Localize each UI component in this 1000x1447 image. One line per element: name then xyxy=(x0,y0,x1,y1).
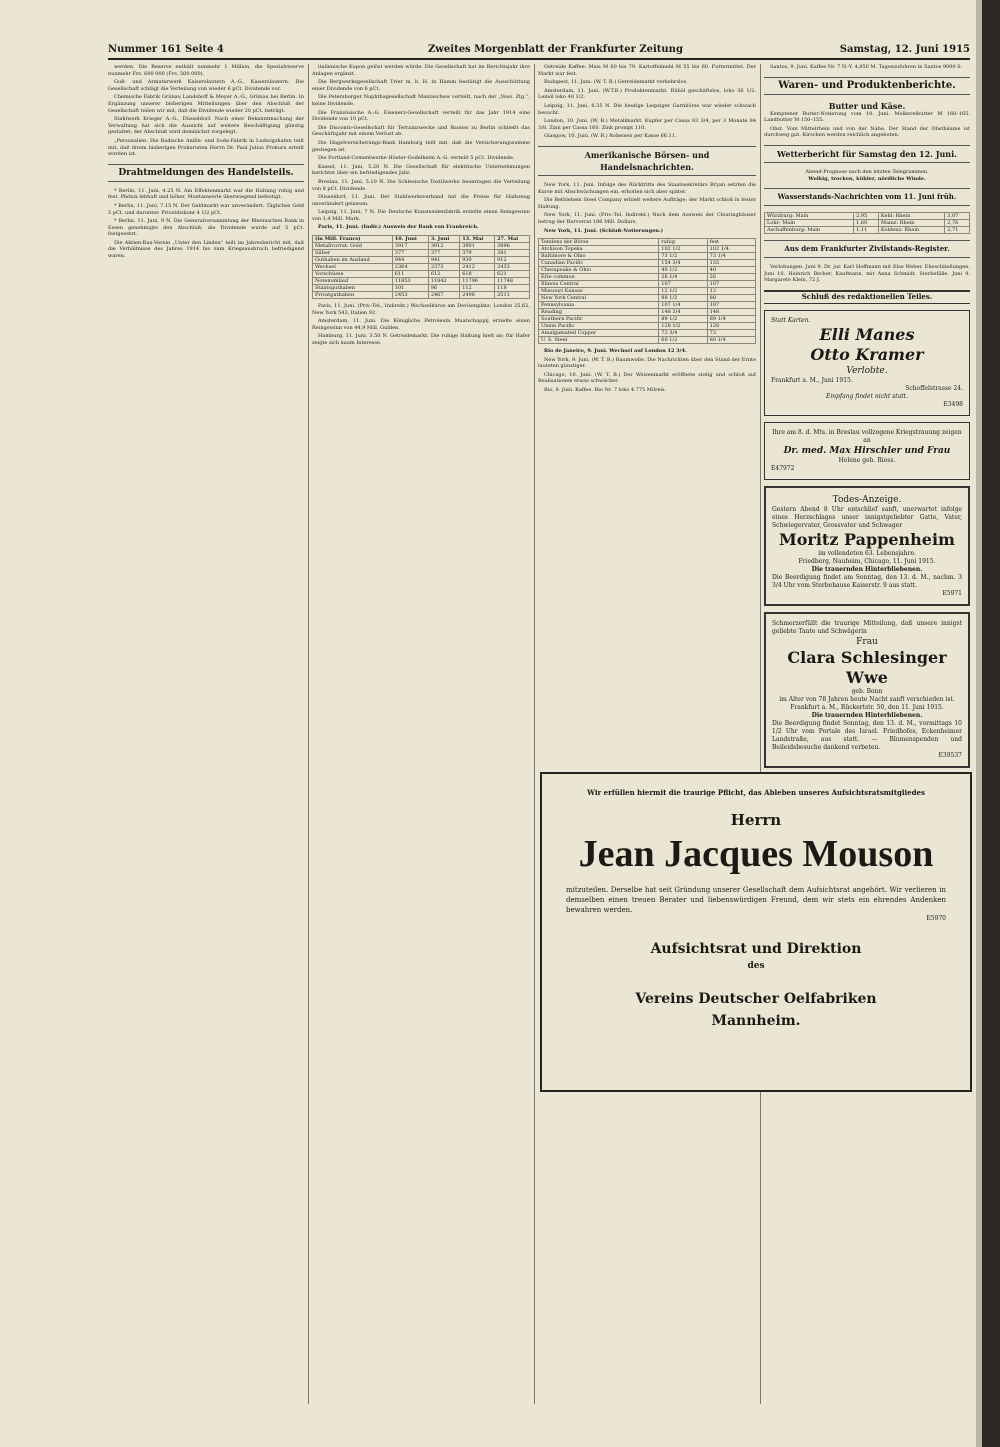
column-divider xyxy=(534,64,535,1404)
article-paragraph: London, 10. Juni. (W. B.) Metallmarkt. Kupfer per Cassa 83 3/4, per 3 Monate 84 3/8. Zinn per Cassa 160. Zink prompt 110. xyxy=(538,118,756,131)
table-cell: Guthaben im Ausland xyxy=(313,257,393,264)
table-cell: 377 xyxy=(428,250,459,257)
article-paragraph: Rio de Janeiro, 9. Juni. Wechsel auf London 12 3/4. xyxy=(544,348,687,355)
table-row xyxy=(313,257,530,264)
table-cell: Pennsylvania xyxy=(539,302,659,309)
table-cell: 3917 xyxy=(392,243,428,250)
column-3 xyxy=(538,64,756,1404)
article-paragraph: Die Hagelversicherungs-Bank Hamburg teilt mit, daß die Versicherungssumme gestiegen ist. xyxy=(312,139,530,153)
article-paragraph: New York, 11. Juni. (Priv.-Tel. Indirekt.) Nach dem Ausweis der Clearinghäuser betrug der Barvorrat 186 Mill. Dollars. xyxy=(538,212,756,225)
table-cell: 1,11 xyxy=(854,227,879,234)
column-divider xyxy=(308,64,309,1404)
notice-name: Jean Jacques Mouson xyxy=(578,833,934,875)
notice-sign: Die trauernden Hinterbliebenen. xyxy=(811,565,923,573)
notice-text: Gestern Abend 8 Uhr entschlief sanft, unerwartet infolge eines Herzschlages unser innigstgeliebter Gatte, Vater, Schwiegervater, Grossvater und Schwager xyxy=(772,505,962,529)
article-paragraph: New York, 11. Juni. Infolge des Rücktritts des Staatssekretärs Bryan setzten die Kurse mit Abschwächungen ein, erholten sich aber später. xyxy=(538,181,756,195)
table-row xyxy=(539,288,756,295)
section-title: Amerikanische Börsen- und Handelsnachrichten. xyxy=(538,146,756,176)
table-cell: 381 xyxy=(495,250,530,257)
table-cell: 73 1/2 xyxy=(659,253,707,260)
table-cell: Vorschüsse xyxy=(313,271,393,278)
table-cell: 941 xyxy=(428,257,459,264)
notice-sub: geb. Bonn xyxy=(851,687,883,695)
table-row xyxy=(539,239,756,246)
table-cell: 73 xyxy=(707,330,755,337)
notice-lead: Wir erfüllen hiermit die traurige Pflicht, das Ableben unseres Aufsichtsratsmitgliedes xyxy=(587,788,925,797)
table-cell: Amalgamated Copper xyxy=(539,330,659,337)
notice-place: Friedberg, Nauheim, Chicago, 11. Juni 1915. xyxy=(798,557,936,565)
article-paragraph: Die Aktien-Bau-Verein „Unter den Linden“ teilt im Jahresbericht mit, daß die Verhältnisse des Jahres 1914 bis zum Kriegsausbruch befriedigend waren. xyxy=(108,239,304,260)
table-cell: 112 xyxy=(460,285,495,292)
notice-sign: Aufsichtsrat und Direktion xyxy=(650,941,862,957)
section-title: Waren- und Produktenberichte. xyxy=(764,77,970,95)
table-cell: Würzburg: Main xyxy=(765,213,854,220)
table-header-cell: 3. Juni xyxy=(428,236,459,243)
article-paragraph: Paris, 11. Juni. (Priv.-Tel., Indirekt.) Wechselkurse am Devisenplatz: London 25,62, New York 543, Italien 92. xyxy=(312,303,530,316)
table-cell: Notenumlauf xyxy=(313,278,393,285)
table-cell: 96 xyxy=(428,285,459,292)
article-paragraph: Santos, 9. Juni. Kaffee Nr. 7 N.-Y. 4,850 M. Tageszufuhren in Santos 9000 S. xyxy=(770,64,963,70)
table-cell: 102 1/2 xyxy=(659,246,707,253)
table-row xyxy=(539,274,756,281)
column-4 xyxy=(764,64,970,1404)
article-paragraph: * Berlin, 11. Juni, 4.25 N. Am Effektenmarkt war die Haltung ruhig und fest. Phönix lebhaft und höher, Montanwerte überwiegend befestigt. xyxy=(108,187,304,201)
page-number: Nummer 161 Seite 4 xyxy=(108,44,224,55)
article-paragraph: Leipzig, 11. Juni, 7 N. Die Deutsche Kunstseidenfabrik erzielte einen Reingewinn von 1,4 Mill. Mark. xyxy=(312,209,530,222)
notice-code: E5971 xyxy=(942,589,962,597)
announcement-sub: Helene geb. Riess. xyxy=(838,456,896,464)
table-cell: U. S. Steel xyxy=(539,337,659,344)
column-2 xyxy=(312,64,530,1404)
table-row xyxy=(539,337,756,344)
table-row xyxy=(765,220,970,227)
page-header xyxy=(108,44,970,60)
table-header-cell: 13. Mai xyxy=(460,236,495,243)
death-notice xyxy=(764,486,970,606)
article-paragraph: Düsseldorf, 11. Juni. Der Stahlwerksverband hat die Preise für Halbzeug unverändert gelassen. xyxy=(312,194,530,207)
notice-note: Die Beerdigung findet am Sonntag, den 13. d. M., nachm. 3 3/4 Uhr vom Sterbehause Kaiserstr. 9 aus statt. xyxy=(772,573,962,589)
table-row xyxy=(539,323,756,330)
table-cell: Illinois Central xyxy=(539,281,659,288)
bank-report-title: Paris, 11. Juni. (Indir.) Ausweis der Bank von Frankreich. xyxy=(318,224,479,231)
table-cell: 107 1/4 xyxy=(659,302,707,309)
table-cell: Metallvorrat: Gold xyxy=(313,243,393,250)
notice-salutation: Herrn xyxy=(730,811,782,829)
article-paragraph: Die Bethlehem Steel Company erhielt weitere Aufträge; der Markt schloß in fester Haltung. xyxy=(538,197,756,210)
announcement-address: Schoffelstrasse 24. xyxy=(905,384,963,392)
stock-quotes-table xyxy=(538,238,756,344)
weather-subtitle: Abend-Prognose nach den letzten Telegrammen. xyxy=(805,168,929,175)
table-header-row xyxy=(313,236,530,243)
table-row xyxy=(539,295,756,302)
table-cell: 944 xyxy=(392,257,428,264)
table-cell: 2496 xyxy=(460,292,495,299)
editorial-end-note: Schluß des redaktionellen Teiles. xyxy=(764,290,970,304)
article-paragraph: werden. Die Reserve enthält nunmehr 1 Million, die Spezialreserve nunmehr Frs. 600 000 (Frs. 500 000). xyxy=(108,64,304,77)
announcement-note: Empfang findet nicht statt. xyxy=(825,392,909,400)
announcement-name: Otto Kramer xyxy=(810,344,924,364)
water-level-title: Wasserstands-Nachrichten vom 11. Juni früh. xyxy=(764,188,970,206)
table-cell: 128 1/2 xyxy=(659,323,707,330)
table-cell: fest xyxy=(707,239,755,246)
table-cell: 89 1/4 xyxy=(707,316,755,323)
article-paragraph: Rio, 9. Juni. Kaffee. Rio Nr. 7 loko 4.775 Milreis. xyxy=(544,387,667,394)
announcement-code: E3498 xyxy=(943,400,963,408)
notice-text: Schmerzerfüllt die traurige Mitteilung, daß unsere innigst geliebte Tante und Schwägerin xyxy=(772,619,962,635)
table-cell: 73 1/4 xyxy=(707,253,755,260)
article-paragraph: Breslau, 11. Juni, 5.10 N. Die Schlesische Textilwerke beantragen die Verteilung von 8 pCt. Dividende. xyxy=(312,178,530,192)
table-cell: 2,95 xyxy=(854,213,879,220)
table-cell: 11842 xyxy=(428,278,459,285)
table-cell: 40 1/2 xyxy=(659,267,707,274)
table-cell: 912 xyxy=(495,257,530,264)
table-cell: 379 xyxy=(460,250,495,257)
table-cell: 26 xyxy=(707,274,755,281)
table-row xyxy=(313,278,530,285)
announcement-name: Dr. med. Max Hirschler und Frau xyxy=(783,445,951,456)
table-row xyxy=(765,213,970,220)
table-cell: Missouri Kansas xyxy=(539,288,659,295)
weather-title: Wetterbericht für Samstag den 12. Juni. xyxy=(764,145,970,163)
notice-note: Die Beerdigung findet Sonntag, den 13. d. M., vormittags 10 1/2 Uhr vom Portale des Israel. Friedhofes, Eckenheimer Landstraße, aus statt. — Blumenspenden und Beileidsbesuche dankend verbeten. xyxy=(772,719,962,751)
table-cell: Tendenz der Börse xyxy=(539,239,659,246)
table-cell: Privatguthaben xyxy=(313,292,393,299)
mouson-death-notice xyxy=(540,772,972,1092)
table-cell: Chesapeake & Ohio xyxy=(539,267,659,274)
table-cell: Reading xyxy=(539,309,659,316)
notice-place: Frankfurt a. M., Rückertstr. 50, den 11. Juni 1915. xyxy=(790,703,944,711)
notice-name: Moritz Pappenheim xyxy=(779,529,955,549)
table-cell: Southern Pacific xyxy=(539,316,659,323)
article-paragraph: Die Disconto-Gesellschaft für Terrainzwecke und Bauten zu Berlin schließt das Geschäftsjahr mit einem Verlust ab. xyxy=(312,124,530,138)
table-cell: 148 xyxy=(707,309,755,316)
table-cell: 102 1/4 xyxy=(707,246,755,253)
table-cell: Atchison Topeka xyxy=(539,246,659,253)
table-cell: 107 xyxy=(659,281,707,288)
table-cell: 12 1/2 xyxy=(659,288,707,295)
table-cell: 2,76 xyxy=(945,220,970,227)
table-cell: 3896 xyxy=(495,243,530,250)
table-cell: 2373 xyxy=(428,264,459,271)
table-row xyxy=(765,227,970,234)
notice-text: mitzuteilen. Derselbe hat seit Gründung unserer Gesellschaft dem Aufsichtsrat angehört. Wir verlieren in demselben einen treuen Berater und liebenswürdigen Freund, dem wir stets ein ehrendes Andenken bewahren werden. xyxy=(566,886,946,914)
table-cell: 11796 xyxy=(460,278,495,285)
article-paragraph: Verlobungen. Juni 9. Dr. jur. Karl Hoffmann mit Else Weber. Eheschließungen. Juni 10. Heinrich Becker, Kaufmann, mit Anna Schmidt. Sterbefälle. Juni 9. Margarete Klein, 72 J. xyxy=(764,264,970,284)
article-paragraph: Amsterdam, 11. Juni. (W.T.B.) Produktenmarkt. Rüböl geschäftslos, loko 36 1/2. Leinöl loko 48 1/2. xyxy=(538,87,756,101)
article-paragraph: Hamburg, 11. Juni, 3.50 N. Getreidemarkt. Die ruhige Haltung hielt an; für Hafer zeigte sich kaum Interesse. xyxy=(312,333,530,347)
table-cell: 107 xyxy=(707,302,755,309)
table-cell: Koblenz: Rhein xyxy=(878,227,944,234)
notice-sign: Mannheim. xyxy=(711,1013,801,1029)
table-cell: Union Pacific xyxy=(539,323,659,330)
article-paragraph: Chemische Fabrik Grünau Landshoff & Meyer A.-G., Grünau bei Berlin. In Ergänzung unserer bisherigen Mitteilungen über den Abschluß der Gesellschaft teilen wir mit, daß die Dividende wieder 20 pCt. beträgt. xyxy=(108,94,304,114)
bank-report-table xyxy=(312,235,530,299)
table-row xyxy=(539,330,756,337)
article-paragraph: Die Portland-Cementwerke Höxter-Godelheim A.-G. verteilt 5 pCt. Dividende. xyxy=(318,155,515,162)
wedding-announcement xyxy=(764,422,970,480)
table-cell: 2433 xyxy=(495,264,530,271)
table-cell: 101 xyxy=(392,285,428,292)
announcement-place: Frankfurt a. M., Juni 1915. xyxy=(771,376,853,384)
table-cell: Wechsel xyxy=(313,264,393,271)
newspaper-title: Zweites Morgenblatt der Frankfurter Zeitung xyxy=(428,44,683,55)
article-paragraph: Die Bergwerksgesellschaft Trier m. b. H. in Hamm bestätigt die Ausschüttung einer Dividende von 6 pCt. xyxy=(312,79,530,92)
subsection-title: Butter und Käse. xyxy=(828,100,906,111)
article-paragraph: Chicago, 10. Juni. (W. T. B.) Der Weizenmarkt eröffnete stetig und schloß auf Realisationen etwas schwächer. xyxy=(538,371,756,385)
table-cell: 2467 xyxy=(428,292,459,299)
table-header-cell: (in Mill. Francs) xyxy=(313,236,393,243)
article-paragraph: New York, 9. Juni. (W. T. B.) Baumwolle. Die Nachrichten über den Stand der Ernte lauteten günstiger. xyxy=(538,356,756,370)
table-cell: 107 xyxy=(707,281,755,288)
table-header-cell: 10. Juni xyxy=(392,236,428,243)
notice-sign: Vereins Deutscher Oelfabriken xyxy=(635,991,877,1007)
article-paragraph: Obst. Vom Mittelrhein und von der Nahe. Der Stand der Obstbäume ist durchweg gut. Kirschen werden reichlich angeboten. xyxy=(764,125,970,139)
article-paragraph: Budapest, 11. Juni. (W. T. B.) Getreidemarkt verkehrslos. xyxy=(544,79,688,86)
table-cell: Mainz: Rhein xyxy=(878,220,944,227)
table-row xyxy=(539,316,756,323)
table-row xyxy=(539,281,756,288)
table-cell: Lohr: Main xyxy=(765,220,854,227)
table-cell: 11853 xyxy=(392,278,428,285)
article-paragraph: Kassel, 11. Juni, 5.20 N. Die Gesellschaft für elektrische Unternehmungen berichtet über ein befriedigendes Jahr. xyxy=(312,163,530,177)
table-cell: Silber xyxy=(313,250,393,257)
announcement-word: Verlobte. xyxy=(846,365,888,376)
table-row xyxy=(539,253,756,260)
table-cell: New York Central xyxy=(539,295,659,302)
article-paragraph: Stahlwerk Krieger A.-G., Düsseldorf. Nach einer Bekanntmachung der Verwaltung hat sich die Aussicht auf weitere Beschäftigung günstig gestaltet; der Abschluß wird demnächst vorgelegt. xyxy=(108,116,304,136)
notice-age: im Alter von 78 Jahren heute Nacht sanft verschieden ist. xyxy=(779,695,955,703)
death-notice xyxy=(764,612,970,768)
register-title: Aus dem Frankfurter Zivilstands-Register. xyxy=(764,240,970,258)
table-cell: 118 xyxy=(495,285,530,292)
article-paragraph: „Personalien. Die Badische Anilin- und Soda-Fabrik in Ludwigshafen teilt mit, daß ihrem bisherigen Prokuristen Herrn Dr. Paul Julius Prokura erteilt worden ist. xyxy=(108,137,304,158)
table-cell: 2511 xyxy=(495,292,530,299)
column-1 xyxy=(108,64,304,1404)
table-row xyxy=(313,292,530,299)
table-cell: Kehl: Rhein xyxy=(878,213,944,220)
table-row xyxy=(539,260,756,267)
table-row xyxy=(313,250,530,257)
announcement-code: E47972 xyxy=(771,464,795,472)
section-title: Drahtmeldungen des Handelsteils. xyxy=(108,164,304,182)
notice-code: E39537 xyxy=(938,751,962,759)
table-row xyxy=(313,285,530,292)
table-cell: Canadian Pacific xyxy=(539,260,659,267)
table-cell: Aschaffenburg: Main xyxy=(765,227,854,234)
engagement-announcement xyxy=(764,310,970,416)
table-row xyxy=(539,302,756,309)
table-cell: Staatsguthaben xyxy=(313,285,393,292)
table-cell: 88 1/2 xyxy=(659,295,707,302)
announcement-pretext: Ihre am 8. d. Mts. in Breslau vollzogene Kriegstrauung zeigen an xyxy=(772,428,962,444)
table-cell: 12 xyxy=(707,288,755,295)
quotes-title: New York, 11. Juni. (Schluß-Notierungen.) xyxy=(544,227,663,234)
announcement-name: Elli Manes xyxy=(819,324,915,344)
table-cell: 148 3/4 xyxy=(659,309,707,316)
article-paragraph: * Berlin, 11. Juni, 7.15 N. Der Geldmarkt war unverändert. Tägliches Geld 5 pCt. und darunter. Privatdiskont 4 1/2 pCt. xyxy=(108,202,304,216)
article-paragraph: Amsterdam, 11. Juni. Die Königliche Petroleum Maatschappij erzielte einen Reingewinn von 44,9 Mill. Gulden. xyxy=(312,318,530,331)
article-paragraph: italienische Kupon gelöst werden würde. Die Gesellschaft hat im Berichtsjahr ihre Anlagen ergänzt. xyxy=(312,64,530,77)
table-row xyxy=(539,246,756,253)
table-cell: 377 xyxy=(392,250,428,257)
article-paragraph: * Berlin, 11. Juni, 9 N. Die Generalversammlung der Rheinischen Bank in Essen genehmigte den Abschluß; die Dividende wurde auf 5 pCt. festgesetzt. xyxy=(108,218,304,238)
notice-code: E5970 xyxy=(926,915,946,922)
table-cell: 60 1/2 xyxy=(659,337,707,344)
page-date: Samstag, 12. Juni 1915 xyxy=(839,44,970,55)
article-paragraph: Die Petersburger Naphthagesellschaft Mantaschew verteilt, nach der „Voss. Ztg.“, keine Dividende. xyxy=(312,94,530,107)
table-cell: 11748 xyxy=(495,278,530,285)
table-cell: Erie common xyxy=(539,274,659,281)
article-paragraph: Getreide Kaffee: Mais M 80 bis 79. Kartoffelmehl M 55 bis 60. Futtermittel. Der Markt war fest. xyxy=(538,64,756,77)
table-row xyxy=(313,264,530,271)
table-cell: 155 xyxy=(707,260,755,267)
table-cell: 60 1/4 xyxy=(707,337,755,344)
announcement-pretext: Statt Karten. xyxy=(771,316,811,324)
table-cell: 3,07 xyxy=(945,213,970,220)
table-cell: 26 1/4 xyxy=(659,274,707,281)
table-cell: 611 xyxy=(392,271,428,278)
table-cell: 618 xyxy=(460,271,495,278)
table-cell: 2412 xyxy=(460,264,495,271)
table-cell: 89 1/2 xyxy=(659,316,707,323)
notice-name: Clara Schlesinger Wwe xyxy=(787,647,947,687)
article-paragraph: Die Französische A.-G. Eisenerz-Gesellschaft verteilt für das Jahr 1914 eine Dividende von 10 pCt. xyxy=(312,109,530,123)
table-cell: 2,71 xyxy=(945,227,970,234)
column-divider xyxy=(760,64,761,1404)
article-paragraph: Glasgow, 10. Juni. (W. B.) Roheisen per Kasse 66.11. xyxy=(544,133,677,140)
notice-age: im vollendeten 63. Lebensjahre. xyxy=(818,549,916,557)
table-row xyxy=(539,267,756,274)
table-cell: 40 xyxy=(707,267,755,274)
article-paragraph: Leipzig, 11. Juni, 6.35 N. Die heutige Leipziger Garnbörse war wieder schwach besucht. xyxy=(538,102,756,116)
table-cell: 128 xyxy=(707,323,755,330)
table-cell: 3912 xyxy=(428,243,459,250)
book-spine xyxy=(982,0,1000,1447)
weather-forecast: Wolkig, trocken, kühler, nördliche Winde. xyxy=(808,175,926,182)
water-level-table xyxy=(764,212,970,234)
notice-sign: des xyxy=(747,961,765,971)
table-cell: 1,60 xyxy=(854,220,879,227)
table-cell: 621 xyxy=(495,271,530,278)
table-cell: 2453 xyxy=(392,292,428,299)
notice-sign: Die trauernden Hinterbliebenen. xyxy=(811,711,923,719)
notice-pretext: Frau xyxy=(856,636,878,647)
table-cell: 154 3/4 xyxy=(659,260,707,267)
table-cell: 3901 xyxy=(460,243,495,250)
table-header-cell: 27. Mai xyxy=(495,236,530,243)
table-cell: 88 xyxy=(707,295,755,302)
table-row xyxy=(313,243,530,250)
table-cell: Baltimore & Ohio xyxy=(539,253,659,260)
table-cell: 930 xyxy=(460,257,495,264)
article-paragraph: Guß- und Armaturwerk Kaiserslautern A.-G., Kaiserslautern. Die Gesellschaft schlägt die Verteilung von wieder 6 pCt. Dividende vor. xyxy=(108,79,304,92)
table-cell: 72 3/4 xyxy=(659,330,707,337)
article-paragraph: Kemptener Butter-Notierung vom 10. Juni. Molkereibutter M 160–165. Landbutter M 150–155. xyxy=(764,110,970,124)
table-row xyxy=(539,309,756,316)
table-cell: 612 xyxy=(428,271,459,278)
table-row xyxy=(313,271,530,278)
notice-title: Todes-Anzeige. xyxy=(832,494,902,505)
table-cell: ruhig xyxy=(659,239,707,246)
table-cell: 2364 xyxy=(392,264,428,271)
